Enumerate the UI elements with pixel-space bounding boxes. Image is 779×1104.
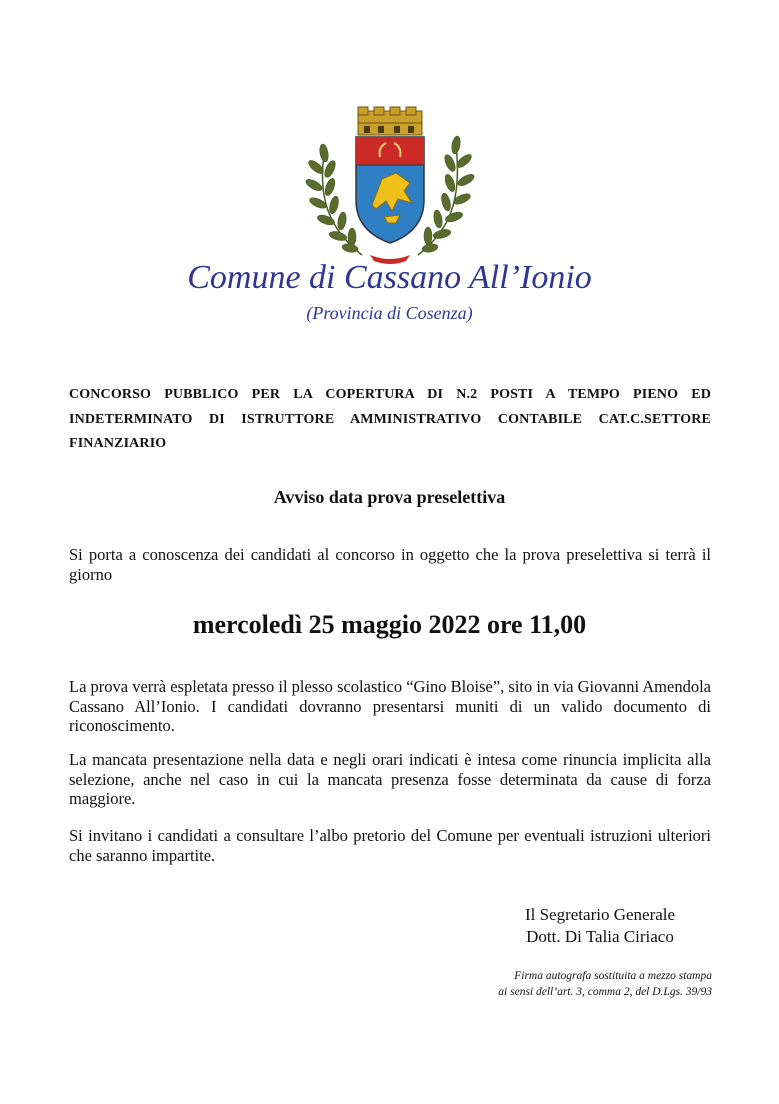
- absence-paragraph: La mancata presentazione nella data e negli orari indicati è intesa come rinuncia implicita alla selezione, anche nel caso in cui la mancata presenza fosse determinata da cause di forza maggiore.: [69, 750, 711, 808]
- laurel-right-icon: [418, 135, 476, 255]
- signature-block: [500, 904, 700, 948]
- municipality-name: Comune di Cassano All’Ionio: [187, 259, 592, 296]
- info-paragraph: Si invitano i candidati a consultare l’albo pretorio del Comune per eventuali istruzioni ulteriori che saranno impartite.: [69, 826, 711, 865]
- signatory-name: Dott. Di Talia Ciriaco: [526, 927, 674, 946]
- legal-note-line-1: Firma autografa sostituita a mezzo stampa: [514, 970, 712, 982]
- notice-title: Avviso data prova preselettiva: [273, 487, 506, 507]
- intro-paragraph: Si porta a conoscenza dei candidati al concorso in oggetto che la prova preselettiva si terrà il giorno: [69, 545, 711, 584]
- location-paragraph: La prova verrà espletata presso il plesso scolastico “Gino Bloise”, sito in via Giovanni Amendola Cassano All’Ionio. I candidati dovranno presentarsi muniti di un valido documento di riconoscimento.: [69, 677, 711, 735]
- province-name: (Provincia di Cosenza): [306, 303, 473, 323]
- legal-note-line-2: ai sensi dell’art. 3, comma 2, del D.Lgs. 39/93: [498, 986, 712, 998]
- signatory-role: Il Segretario Generale: [524, 905, 676, 924]
- laurel-left-icon: [304, 143, 362, 255]
- municipal-crest-icon: [300, 105, 480, 265]
- crown-icon: [358, 107, 422, 135]
- shield-icon: [356, 137, 424, 243]
- legal-note: [380, 968, 712, 1000]
- exam-date: mercoledì 25 maggio 2022 ore 11,00: [192, 610, 587, 639]
- competition-heading: CONCORSO PUBBLICO PER LA COPERTURA DI N.2 POSTI A TEMPO PIENO ED INDETERMINATO DI ISTRUTTORE AMMINISTRATIVO CONTABILE CAT.C.SETTORE FINANZIARIO: [69, 387, 711, 451]
